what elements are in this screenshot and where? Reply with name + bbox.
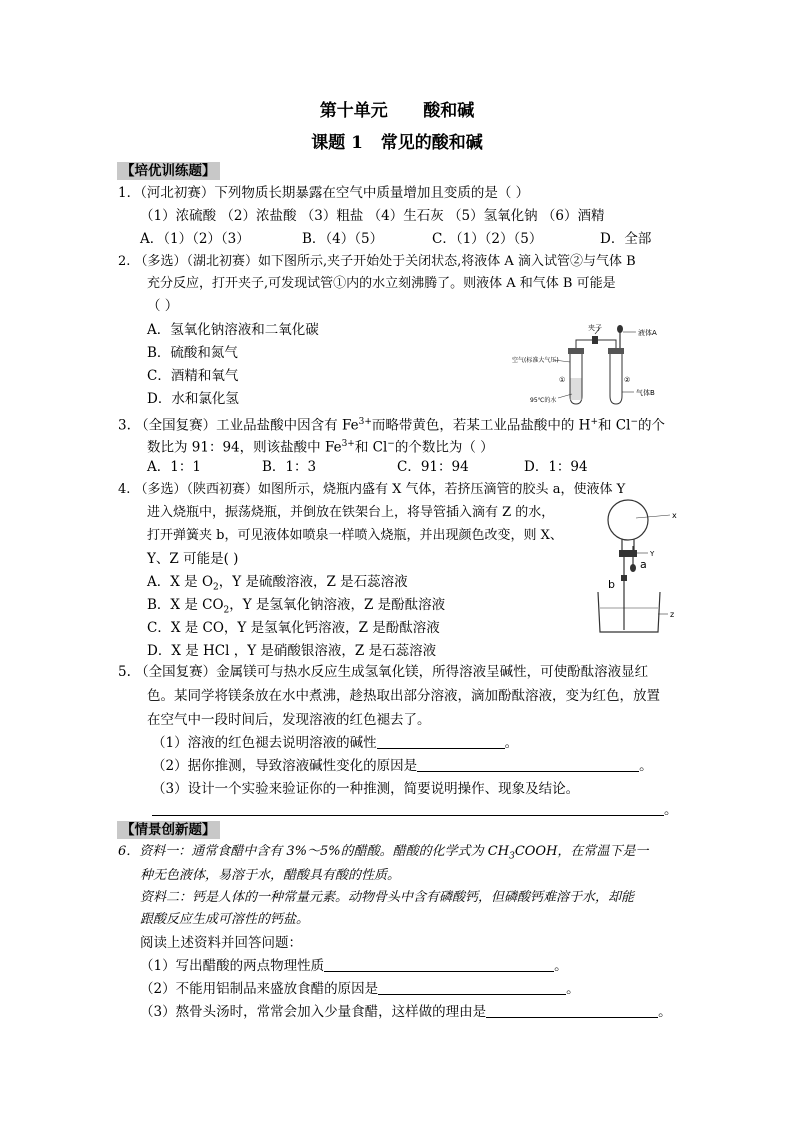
q2-fig-liquid-a-label: 液体A [638,329,657,337]
q5-period: 。 [639,758,653,774]
q5-stem-3: 在空气中一段时间后，发现溶液的红色褪去了。 [147,712,431,728]
q3-text: 的个 [638,417,665,434]
section-label-training: 【培优训练题】 [117,162,220,180]
q4-stem-4: Y、Z 可能是( ) [147,551,239,567]
q3-stem-1 [118,412,665,436]
q4-fig-x-label: x [672,511,677,520]
q2-fig-water-label: 95℃的水 [530,397,557,404]
q5-sub1 [152,733,518,753]
q6-sub2-blank[interactable] [378,980,566,995]
q6-prompt: 阅读上述资料并回答问题： [140,935,302,951]
q2-stem-3: （ ） [147,298,179,314]
q4-choice-b [147,595,445,621]
q6-stem-4: 跟酸反应生成可溶性的钙盐。 [140,912,310,927]
q3-choice-b: B．1：3 [262,459,317,475]
q5-sub2-text: （2）据你推测，导致溶液碱性变化的原因是 [152,758,418,774]
q4-fig-b-label: b [608,578,615,591]
q3-sup: 3+ [358,417,372,427]
q4-choice-c: C．X 是 CO，Y 是氢氧化钙溶液，Z 是酚酞溶液 [147,620,440,636]
q4-text: B．X 是 CO [147,597,224,613]
q4-choice-a [147,572,408,598]
q6-stem-1 [118,842,648,867]
q5-answer-line [152,800,678,820]
unit-title: 第十单元 酸和碱 [319,101,475,121]
q4-fig-a-label: a [640,558,647,571]
q2-fig-gas-b-label: 气体B [636,389,655,397]
q1-choice-a: A．（1）（2）（3） [140,231,250,247]
q4-stem-3: 打开弹簧夹 b，可见液体如喷泉一样喷入烧瓶，并出现颜色改变，则 X、 [147,528,563,543]
q6-sub2-text: （2）不能用铝制品来盛放食醋的原因是 [140,981,379,997]
q2-fig-tube1-label: ① [559,376,566,384]
q6-period: 。 [554,958,568,974]
q3-choice-d: D．1：94 [524,459,588,475]
q5-sub2 [152,756,653,776]
q5-stem-1: 5. （全国复赛）金属镁可与热水反应生成氢氧化镁，所得溶液呈碱性，可使酚酞溶液显红 [118,664,649,680]
q5-sub2-blank[interactable] [417,757,639,772]
q6-sub: 3 [509,851,515,862]
q5-stem-2: 色。某同学将镁条放在水中煮沸，趁热取出部分溶液，滴加酚酞溶液，变为红色，放置 [147,688,660,704]
q1-stem: 1．（河北初赛）下列物质长期暴露在空气中质量增加且变质的是（ ） [118,185,530,201]
q6-stem-2: 种无色液体，易溶于水，醋酸具有酸的性质。 [140,868,401,883]
q2-fig-tube2-label: ② [624,376,631,384]
q1-choice-b: B．（4）（5） [302,231,384,247]
q6-sub1-text: （1）写出醋酸的两点物理性质 [140,958,325,974]
q3-text: 和 Cl [354,439,388,456]
q3-text: 3. （全国复赛）工业品盐酸中因含有 Fe [118,417,359,434]
q6-text: 6．资料一：通常食醋中含有 3%～5%的醋酸。醋酸的化学式为 CH [118,844,510,859]
q5-period: 。 [504,735,519,751]
q3-text: 数比为 91：94，则该盐酸中 Fe [147,439,342,456]
q3-stem-2 [147,434,494,458]
q6-sub1 [140,956,568,976]
q5-period: 。 [664,802,678,818]
q3-choice-c: C．91：94 [397,459,469,475]
q6-sub3-blank[interactable] [486,1003,658,1018]
q6-sub3 [140,1002,672,1022]
q3-sup: 3+ [341,439,355,449]
q1-choice-d: D．全部 [600,231,652,247]
q2-fig-clip-label: 夹子 [588,324,602,332]
q4-choice-d: D．X 是 HCl ，Y 是硝酸银溶液，Z 是石蕊溶液 [147,643,437,659]
q3-text: 的个数比为（ ） [394,439,494,456]
q6-sub1-blank[interactable] [324,957,554,972]
q2-choice-c: C．酒精和氧气 [147,368,239,384]
q5-sub1-text: （1）溶液的红色褪去说明溶液的碱性 [152,735,377,751]
q3-choice-a: A．1：1 [147,459,201,475]
q4-text: ，Y 是硫酸溶液，Z 是石蕊溶液 [218,574,408,590]
q4-text: A．X 是 O [147,574,214,590]
q4-sub: 2 [223,605,230,616]
q6-period: 。 [566,981,580,997]
q4-stem-1: 4. （多选）（陕西初赛）如图所示，烧瓶内盛有 X 气体，若挤压滴管的胶头 a，使液体 Y [118,482,626,497]
section-label-scenario: 【情景创新题】 [117,821,220,839]
q6-stem-3: 资料二：钙是人体的一种常量元素。动物骨头中含有磷酸钙，但磷酸钙难溶于水，却能 [140,890,635,905]
q4-text: ，Y 是氢氧化钠溶液，Z 是酚酞溶液 [229,597,446,613]
q6-period: 。 [658,1004,672,1020]
q5-sub3-blank[interactable] [152,801,664,816]
q2-choice-a: A．氢氧化钠溶液和二氧化碳 [147,322,319,338]
q3-sup: − [630,417,638,427]
q6-text: COOH，在常温下是一 [514,844,649,859]
q1-items: （1）浓硫酸 （2）浓盐酸 （3）粗盐 （4）生石灰 （5）氢氧化钠 （6）酒精 [140,208,605,224]
q6-sub2 [140,979,580,999]
q2-stem-1: 2. （多选）（湖北初赛）如下图所示,夹子开始处于关闭状态,将液体 A 滴入试管②与气体 B [118,254,636,269]
q5-sub3: （3）设计一个实验来验证你的一种推测，简要说明操作、现象及结论。 [152,781,580,797]
q3-text: 和 Cl [598,417,631,434]
q1-choice-c: C．（1）（2）（5） [432,231,543,247]
q6-sub3-text: （3）熬骨头汤时，常常会加入少量食醋，这样做的理由是 [140,1004,487,1020]
q4-fig-z-label: z [670,610,675,619]
q4-fig-y-label: Y [650,550,655,558]
lesson-title: 课题 1 常见的酸和碱 [311,133,483,153]
q3-sup: − [387,439,395,449]
q5-sub1-blank[interactable] [377,734,505,749]
q4-stem-2: 进入烧瓶中，振荡烧瓶，并倒放在铁架台上，将导管插入滴有 Z 的水， [147,505,555,520]
q2-fig-air-label: 空气(标准大气压) [512,357,559,364]
q2-choice-d: D．水和氯化氢 [147,391,239,407]
q4-fountain-figure [588,496,688,638]
q2-choice-b: B．硫酸和氮气 [147,345,238,361]
q2-apparatus-figure [512,322,692,412]
q2-stem-2: 充分反应，打开夹子,可发现试管①内的水立刻沸腾了。则液体 A 和气体 B 可能是 [147,276,616,291]
q4-sub: 2 [213,582,219,593]
q3-sup: + [590,417,598,427]
q3-text: 而略带黄色，若某工业品盐酸中的 H [371,417,591,434]
